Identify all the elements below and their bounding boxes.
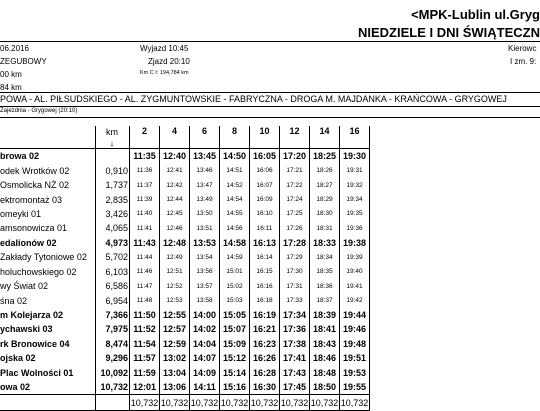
departure-time: 12:51 bbox=[160, 265, 190, 279]
course-header: 8 bbox=[220, 126, 250, 149]
departure-time: 15:05 bbox=[220, 308, 250, 322]
departure-time: 14:00 bbox=[190, 308, 220, 322]
departure-time: 17:43 bbox=[280, 366, 310, 380]
course-header: 16 bbox=[340, 126, 370, 149]
departure-time: 16:14 bbox=[250, 250, 280, 264]
stop-name: browa 02 bbox=[0, 151, 40, 162]
course-total-km: 10,732 bbox=[280, 395, 310, 410]
stop-name: śna 02 bbox=[0, 295, 28, 306]
stop-km: 4,065 bbox=[96, 221, 130, 235]
departure-time: 19:55 bbox=[340, 380, 370, 395]
departure-time: 13:04 bbox=[160, 366, 190, 380]
departure-time: 16:11 bbox=[250, 221, 280, 235]
departure-time: 18:46 bbox=[310, 351, 340, 365]
departure-time: 12:59 bbox=[160, 337, 190, 351]
departure-time: 17:25 bbox=[280, 207, 310, 221]
stop-name: holuchowskiego 02 bbox=[0, 266, 77, 277]
course-total-km: 10,732 bbox=[310, 395, 340, 410]
table-row bbox=[0, 293, 370, 307]
course-header: 6 bbox=[190, 126, 220, 149]
departure-time: 11:47 bbox=[130, 279, 160, 293]
departure-time: 19:39 bbox=[340, 250, 370, 264]
departure-time: 13:46 bbox=[190, 163, 220, 177]
stop-km: 6,103 bbox=[96, 265, 130, 279]
departure-time: 18:48 bbox=[310, 366, 340, 380]
departure-time: 14:50 bbox=[220, 149, 250, 164]
departure-time: 14:04 bbox=[190, 337, 220, 351]
departure-time: 16:10 bbox=[250, 207, 280, 221]
departure-time: 13:53 bbox=[190, 236, 220, 250]
departure-time: 12:44 bbox=[160, 192, 190, 206]
departure-time: 13:58 bbox=[190, 293, 220, 307]
departure-time: 19:40 bbox=[340, 265, 370, 279]
departure-time: 17:21 bbox=[280, 163, 310, 177]
departure-time: 19:30 bbox=[340, 149, 370, 164]
departure-time: 16:23 bbox=[250, 337, 280, 351]
table-row bbox=[0, 322, 370, 336]
departure-time: 17:28 bbox=[280, 236, 310, 250]
departure-time: 11:57 bbox=[130, 351, 160, 365]
table-row bbox=[0, 308, 370, 322]
departure-time: 17:22 bbox=[280, 178, 310, 192]
departure-time: 13:49 bbox=[190, 192, 220, 206]
course-total-km: 10,732 bbox=[130, 395, 160, 410]
departure-time: 19:51 bbox=[340, 351, 370, 365]
departure-time: 19:32 bbox=[340, 178, 370, 192]
km-total-label: Km C I: 194,784 km bbox=[140, 70, 189, 76]
course-header: 14 bbox=[310, 126, 340, 149]
departure-time: 11:36 bbox=[130, 163, 160, 177]
departure-time: 13:57 bbox=[190, 279, 220, 293]
departure-time: 18:25 bbox=[310, 149, 340, 164]
stop-km: 2,835 bbox=[96, 192, 130, 206]
departure-time: 13:45 bbox=[190, 149, 220, 164]
stop-km: 9,296 bbox=[96, 351, 130, 365]
departure-time: 18:36 bbox=[310, 279, 340, 293]
departure-time: 12:42 bbox=[160, 178, 190, 192]
departure-time: 19:48 bbox=[340, 337, 370, 351]
departure-time: 15:01 bbox=[220, 265, 250, 279]
stop-name: amsonowicza 01 bbox=[0, 223, 68, 234]
stop-name: edalionów 02 bbox=[0, 237, 57, 248]
table-row bbox=[0, 163, 370, 177]
departure-time: 18:33 bbox=[310, 236, 340, 250]
departure-time: 12:01 bbox=[130, 380, 160, 395]
departure-time: 16:19 bbox=[250, 308, 280, 322]
stop-km: 1,737 bbox=[96, 178, 130, 192]
line-title: <MPK-Lublin ul.Gryg bbox=[411, 7, 540, 22]
departure-time: 14:07 bbox=[190, 351, 220, 365]
departure-time: 16:06 bbox=[250, 163, 280, 177]
departure-time: 18:31 bbox=[310, 221, 340, 235]
stop-km: 6,586 bbox=[96, 279, 130, 293]
departure-time: 13:06 bbox=[160, 380, 190, 395]
table-row bbox=[0, 279, 370, 293]
departure-time: 14:02 bbox=[190, 322, 220, 336]
stop-km: 6,954 bbox=[96, 293, 130, 307]
course-total-km: 10,732 bbox=[190, 395, 220, 410]
departure-time: 11:48 bbox=[130, 293, 160, 307]
km-header-label: km bbox=[106, 127, 118, 137]
departure-time: 19:34 bbox=[340, 192, 370, 206]
stop-name: rk Bronowice 04 bbox=[0, 338, 70, 349]
stop-km: 7,366 bbox=[96, 308, 130, 322]
departure-time: 19:42 bbox=[340, 293, 370, 307]
departure-time: 17:41 bbox=[280, 351, 310, 365]
stop-name: wy Świat 02 bbox=[0, 281, 49, 292]
departure-time: 19:31 bbox=[340, 163, 370, 177]
departure-time: 19:53 bbox=[340, 366, 370, 380]
departure-time: 15:02 bbox=[220, 279, 250, 293]
departure-time: 15:03 bbox=[220, 293, 250, 307]
departure-time: 17:33 bbox=[280, 293, 310, 307]
departure-time: 18:41 bbox=[310, 322, 340, 336]
departure-time: 17:36 bbox=[280, 322, 310, 336]
departure-time: 19:36 bbox=[340, 221, 370, 235]
course-total-km: 10,732 bbox=[160, 395, 190, 410]
departure-time: 13:51 bbox=[190, 221, 220, 235]
departure-time: 15:07 bbox=[220, 322, 250, 336]
departure-time: 15:16 bbox=[220, 380, 250, 395]
departure-time: 16:21 bbox=[250, 322, 280, 336]
course-total-km: 10,732 bbox=[220, 395, 250, 410]
info-divider bbox=[0, 92, 540, 93]
departure-time: 16:28 bbox=[250, 366, 280, 380]
departure-time: 19:46 bbox=[340, 322, 370, 336]
departure-time: 19:44 bbox=[340, 308, 370, 322]
departure-time: 17:30 bbox=[280, 265, 310, 279]
departure-time: 17:26 bbox=[280, 221, 310, 235]
departure-time: 12:57 bbox=[160, 322, 190, 336]
course-header: 10 bbox=[250, 126, 280, 149]
table-row bbox=[0, 380, 370, 395]
departure-time: 11:50 bbox=[130, 308, 160, 322]
departure-time: 12:41 bbox=[160, 163, 190, 177]
stop-km bbox=[96, 149, 130, 164]
departure-time: 17:29 bbox=[280, 250, 310, 264]
departure-time: 17:45 bbox=[280, 380, 310, 395]
departure-time: 14:56 bbox=[220, 221, 250, 235]
departure-time: 12:45 bbox=[160, 207, 190, 221]
table-row bbox=[0, 265, 370, 279]
departure-time: 15:14 bbox=[220, 366, 250, 380]
departure-time: 17:20 bbox=[280, 149, 310, 164]
course-total-km: 10,732 bbox=[340, 395, 370, 410]
departure-time: 12:48 bbox=[160, 236, 190, 250]
departure-time: 11:35 bbox=[130, 149, 160, 164]
stop-km: 10,092 bbox=[96, 366, 130, 380]
departure-time: 12:53 bbox=[160, 293, 190, 307]
totals-km bbox=[96, 395, 130, 410]
departure-time: 15:12 bbox=[220, 351, 250, 365]
departure-time: 16:16 bbox=[250, 279, 280, 293]
stop-header bbox=[0, 126, 96, 149]
departure-time: 12:46 bbox=[160, 221, 190, 235]
route-description: POWA - AL. PIŁSUDSKIEGO - AL. ZYGMUNTOWSKIE - FABRYCZNA - DROGA M. MAJDANKA - KRAŃCOWA - GRYGOWEJ bbox=[0, 94, 507, 104]
stop-km: 8,474 bbox=[96, 337, 130, 351]
course-total-km: 10,732 bbox=[250, 395, 280, 410]
departure-time: 11:52 bbox=[130, 322, 160, 336]
departure-time: 16:05 bbox=[250, 149, 280, 164]
departure-time: 18:27 bbox=[310, 178, 340, 192]
departure-time: 12:49 bbox=[160, 250, 190, 264]
departure-time: 16:26 bbox=[250, 351, 280, 365]
table-row bbox=[0, 250, 370, 264]
departure-time: 11:43 bbox=[130, 236, 160, 250]
departure-time: 12:52 bbox=[160, 279, 190, 293]
departure-time: 18:37 bbox=[310, 293, 340, 307]
departure-time: 14:09 bbox=[190, 366, 220, 380]
stop-name: Plac Wolności 01 bbox=[0, 367, 74, 378]
departure-time: 13:47 bbox=[190, 178, 220, 192]
departure-time: 16:13 bbox=[250, 236, 280, 250]
departure-time: 18:35 bbox=[310, 265, 340, 279]
stop-name: odek Wrotków 02 bbox=[0, 165, 70, 176]
departure-time: 13:56 bbox=[190, 265, 220, 279]
stop-name: Osmolicka NŻ 02 bbox=[0, 180, 70, 191]
departure-time: 11:59 bbox=[130, 366, 160, 380]
departure-label: Wyjazd 10:45 bbox=[140, 44, 189, 53]
route-subtitle: Zajezdnia - Grygowej (20:10) bbox=[0, 108, 78, 114]
departure-time: 18:26 bbox=[310, 163, 340, 177]
table-row bbox=[0, 366, 370, 380]
stop-name: ektromontaż 03 bbox=[0, 194, 63, 205]
departure-time: 13:54 bbox=[190, 250, 220, 264]
departure-time: 13:50 bbox=[190, 207, 220, 221]
stop-km: 0,910 bbox=[96, 163, 130, 177]
departure-time: 17:38 bbox=[280, 337, 310, 351]
departure-time: 16:09 bbox=[250, 192, 280, 206]
stop-name: omeyki 01 bbox=[0, 208, 42, 219]
departure-time: 18:34 bbox=[310, 250, 340, 264]
stop-km: 3,426 bbox=[96, 207, 130, 221]
departure-time: 18:50 bbox=[310, 380, 340, 395]
departure-time: 17:24 bbox=[280, 192, 310, 206]
departure-time: 14:11 bbox=[190, 380, 220, 395]
schedule-type: ZEGUBOWY bbox=[0, 57, 47, 66]
departure-time: 12:55 bbox=[160, 308, 190, 322]
shift-label: I zm. 9: bbox=[510, 57, 537, 66]
table-row bbox=[0, 178, 370, 192]
table-row bbox=[0, 236, 370, 250]
departure-time: 11:41 bbox=[130, 221, 160, 235]
departure-time: 14:52 bbox=[220, 178, 250, 192]
departure-time: 12:40 bbox=[160, 149, 190, 164]
table-row bbox=[0, 149, 370, 164]
course-header: 12 bbox=[280, 126, 310, 149]
departure-time: 18:39 bbox=[310, 308, 340, 322]
departure-time: 16:15 bbox=[250, 265, 280, 279]
totals-row bbox=[0, 395, 370, 410]
departure-time: 11:46 bbox=[130, 265, 160, 279]
departure-time: 19:35 bbox=[340, 207, 370, 221]
table-top-divider bbox=[0, 117, 540, 118]
distance-1: 00 km bbox=[0, 70, 22, 79]
departure-time: 14:54 bbox=[220, 192, 250, 206]
table-row bbox=[0, 207, 370, 221]
departure-time: 17:31 bbox=[280, 279, 310, 293]
day-type-title: NIEDZIELE I DNI ŚWIĄTECZN bbox=[358, 25, 540, 40]
stop-name: owa 02 bbox=[0, 382, 31, 393]
stop-km: 4,973 bbox=[96, 236, 130, 250]
departure-time: 11:40 bbox=[130, 207, 160, 221]
distance-2: 84 km bbox=[0, 83, 22, 92]
stop-name: ychawski 03 bbox=[0, 324, 53, 335]
table-row bbox=[0, 221, 370, 235]
table-row bbox=[0, 337, 370, 351]
course-header: 2 bbox=[130, 126, 160, 149]
departure-time: 14:58 bbox=[220, 236, 250, 250]
departure-time: 11:44 bbox=[130, 250, 160, 264]
departure-time: 13:02 bbox=[160, 351, 190, 365]
departure-time: 18:30 bbox=[310, 207, 340, 221]
departure-time: 19:41 bbox=[340, 279, 370, 293]
departure-time: 19:38 bbox=[340, 236, 370, 250]
arrival-label: Zjazd 20:10 bbox=[148, 57, 190, 66]
departure-time: 17:34 bbox=[280, 308, 310, 322]
departure-time: 14:59 bbox=[220, 250, 250, 264]
departure-time: 11:39 bbox=[130, 192, 160, 206]
totals-label bbox=[0, 395, 96, 410]
header-row bbox=[0, 126, 370, 149]
km-header bbox=[96, 126, 130, 149]
route-divider bbox=[0, 106, 540, 107]
departure-time: 16:18 bbox=[250, 293, 280, 307]
departure-time: 16:07 bbox=[250, 178, 280, 192]
stop-km: 5,702 bbox=[96, 250, 130, 264]
departure-time: 16:30 bbox=[250, 380, 280, 395]
timetable bbox=[0, 126, 370, 411]
course-header: 4 bbox=[160, 126, 190, 149]
departure-time: 18:29 bbox=[310, 192, 340, 206]
header-divider bbox=[0, 41, 540, 42]
departure-time: 18:43 bbox=[310, 337, 340, 351]
direction-arrow-icon: ↓ bbox=[109, 138, 115, 148]
stop-name: ojska 02 bbox=[0, 353, 36, 364]
departure-time: 14:55 bbox=[220, 207, 250, 221]
driver-label: Kierowc bbox=[508, 44, 537, 53]
table-row bbox=[0, 192, 370, 206]
stop-name: m Kolejarza 02 bbox=[0, 310, 64, 321]
date-label: 06.2016 bbox=[0, 44, 29, 53]
departure-time: 14:51 bbox=[220, 163, 250, 177]
departure-time: 15:09 bbox=[220, 337, 250, 351]
stop-km: 7,975 bbox=[96, 322, 130, 336]
header bbox=[358, 6, 540, 42]
departure-time: 11:54 bbox=[130, 337, 160, 351]
stop-km: 10,732 bbox=[96, 380, 130, 395]
table-row bbox=[0, 351, 370, 365]
departure-time: 11:37 bbox=[130, 178, 160, 192]
stop-name: Zakłady Tytoniowe 02 bbox=[0, 252, 87, 263]
